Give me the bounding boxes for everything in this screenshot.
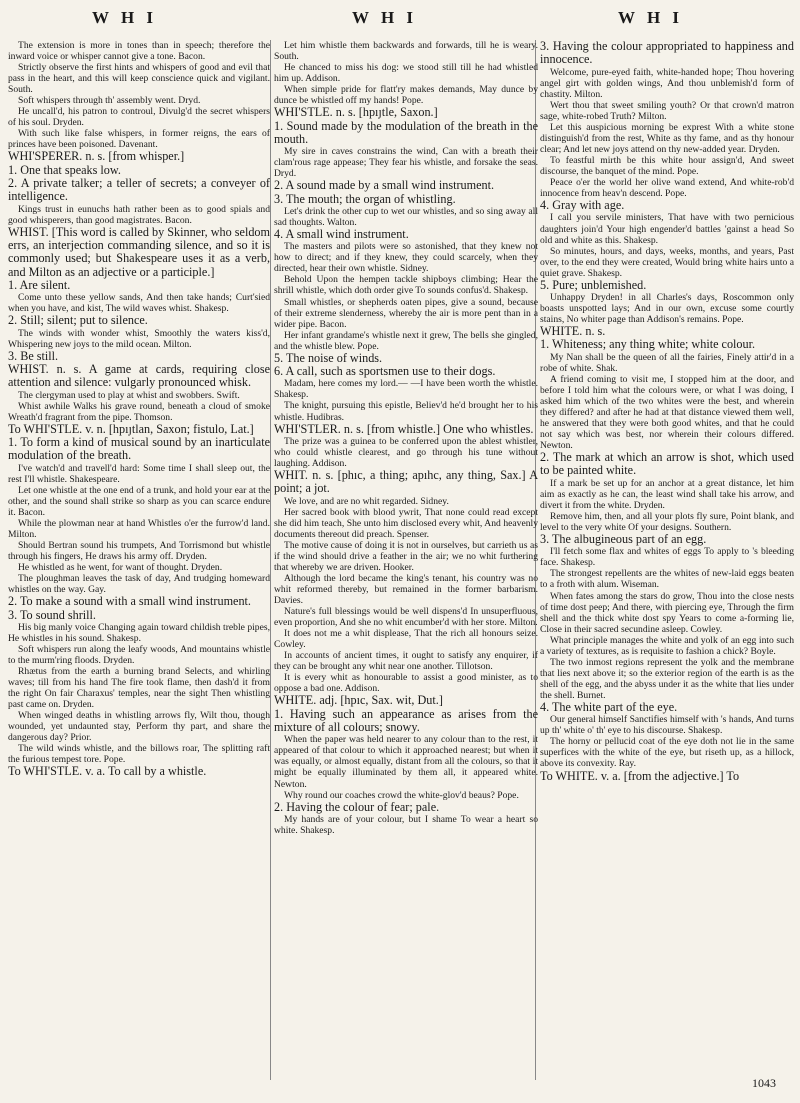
entry-text: My hands are of your colour, but I shame To wear a heart so white. Shakesp. [274, 813, 538, 836]
entry-heading: WHITE. adj. [hpıc, Sax. wit, Dut.] [274, 693, 443, 708]
entry-text: Why round our coaches crowd the white-glov'd beaus? Pope. [284, 789, 519, 801]
entry-text: If a mark be set up for an anchor at a great distance, let him aim as exactly as he can, the least wind shall take his arrow, and divert it from the white. Dryden. [540, 477, 794, 511]
entry-text: Small whistles, or shepherds oaten pipes, give a sound, because of their extreme slenderness, whereby the air is more pent than in a wider pipe. Bacon. [274, 296, 538, 330]
entry-text: I've watch'd and travell'd hard: Some time I shall sleep out, the rest I'll whistle. Shakespeare. [8, 462, 270, 485]
entry-text: The two inmost regions represent the yolk and the membrane that lies next above it; so the exterior region of the earth is as the shell of the egg, and the abyss under it as the white that lies under the shell. Burnet. [540, 656, 794, 701]
entry-heading: WHIT. n. s. [phıc, a thing; apıhc, any thing, Sax.] A point; a jot. [274, 467, 538, 496]
column-right [540, 40, 794, 1080]
entry-text: A friend coming to visit me, I stopped him at the door, and before I told him what the colours were, or what I was doing, I asked him which of the two whites were the best, and wherein they differed? and after he had at that distance viewed them well, he answered that they were both good whites, and that he could not say which was best, nor wherein their colours differed. Newton. [540, 373, 794, 452]
running-headers [0, 8, 800, 32]
entry-text: He whistled as he went, for want of thought. Dryden. [18, 562, 223, 574]
entry-heading: To WHI'STLE. v. a. To call by a whistle. [8, 764, 207, 779]
entry-text: I'll fetch some flax and whites of eggs To apply to 's bleeding face. Shakesp. [540, 546, 794, 569]
column-divider [270, 40, 271, 1080]
entry-heading: To WHITE. v. a. [from the adjective.] To [540, 768, 740, 783]
entry-text: Whist awhile Walks his grave round, beneath a cloud of smoke Wreath'd fragrant from the pipe. Thomson. [8, 400, 270, 423]
entry-text: We love, and are no whit regarded. Sidney. [284, 495, 449, 507]
entry-heading: WHI'STLE. n. s. [hpıȷtle, Saxon.] [274, 105, 438, 120]
entry-text: Come unto these yellow sands, And then take hands; Curt'sied when you have, and kist, The wild waves whist. Shakesp. [8, 292, 270, 315]
entry-heading: 2. To make a sound with a small wind instrument. [8, 594, 251, 609]
entry-heading: 1. Are silent. [8, 277, 71, 292]
entry-text: To feastful mirth be this white hour assign'd, And sweet discourse, the banquet of the mind. Pope. [540, 154, 794, 178]
entry-heading: 1. Having such an appearance as arises from the mixture of all colours; snowy. [274, 706, 538, 735]
entry-text: So minutes, hours, and days, weeks, months, and years, Past over, to the end they were created, Would bring white hairs unto a quiet grave. Shakesp. [540, 245, 794, 279]
entry-heading: WHIST. n. s. A game at cards, requiring close attention and silence: vulgarly pronounced whisk. [8, 362, 270, 390]
entry-text: The ploughman leaves the task of day, And trudging homeward whistles on the way. Gay. [8, 573, 270, 596]
entry-text: He chanced to miss his dog: we stood still till he had whistled him up. Addison. [274, 62, 538, 85]
entry-text: It does not me a whit displease, That the rich all honours seize. Cowley. [274, 628, 538, 651]
entry-text: Let this auspicious morning be exprest With a white stone distinguish'd from the rest, White as thy fame, and as thy honour clear; And let new joys attend on thy new-added year. Dryden. [540, 121, 794, 155]
entry-text: In accounts of ancient times, it ought to satisfy any enquirer, if they can be brought any whit near one another. Tillotson. [274, 650, 538, 673]
entry-text: He uncall'd, his patron to controul, Divulg'd the secret whispers of his soul. Dryden. [8, 106, 270, 129]
entry-heading: WHI'SPERER. n. s. [from whisper.] [8, 149, 185, 164]
entry-text: I call you servile ministers, That have with two pernicious daughters join'd Your high engender'd battles 'gainst a head So old and white as this. Shakesp. [540, 212, 794, 246]
entry-text: Behold Upon the hempen tackle shipboys climbing; Hear the shrill whistle, which doth order give To sounds confus'd. Shakesp. [274, 274, 538, 297]
entry-text: While the plowman near at hand Whistles o'er the furrow'd land. Milton. [8, 517, 270, 540]
entry-text: The wild winds whistle, and the billows roar, The splitting raft the furious tempest tore. Pope. [8, 743, 270, 766]
entry-text: Soft whispers through th' assembly went. Dryd. [18, 95, 201, 107]
entry-text: Our general himself Sanctifies himself with 's hands, And turns up th' white o' th' eye to his discourse. Shakesp. [540, 714, 794, 737]
entry-text: The prize was a guinea to be conferred upon the ablest whistler, who could whistle clearest, and go through his tune without laughing. Addison. [274, 435, 538, 469]
entry-heading: 5. Pure; unblemished. [540, 277, 647, 292]
entry-text: The clergyman used to play at whist and swobbers. Swift. [18, 389, 240, 401]
entry-heading: 2. Still; silent; put to silence. [8, 313, 148, 328]
entry-heading: 4. The white part of the eye. [540, 699, 678, 714]
entry-text: Madam, here comes my lord.— —I have been worth the whistle. Shakesp. [274, 378, 538, 401]
running-header-center: W H I [352, 8, 418, 27]
entry-heading: 1. Whiteness; any thing white; white colour. [540, 337, 756, 352]
entry-text: The winds with wonder whist, Smoothly the waters kiss'd, Whispering new joys to the mild ocean. Milton. [8, 327, 270, 350]
entry-text: Unhappy Dryden! in all Charles's days, Roscommon only boasts unspotted lays; And in our own, excuse some courtly stains, No whiter page than Addison's remains. Pope. [540, 292, 794, 326]
entry-text: It is every whit as honourable to assist a good minister, as to oppose a bad one. Addison. [274, 672, 538, 695]
entry-text: The extension is more in tones than in speech; therefore the inward voice or whisper cannot give a tone. Bacon. [8, 40, 270, 63]
entry-text: Soft whispers run along the leafy woods, And mountains whistle to the murm'ring floods. Dryden. [8, 643, 270, 666]
entry-heading: 4. Gray with age. [540, 198, 625, 213]
entry-text: The motive cause of doing it is not in ourselves, but carrieth us as if the wind should drive a feather in the air; we no whit furthering that whereby we are driven. Hooker. [274, 539, 538, 573]
running-header-left: W H I [92, 8, 158, 27]
entry-text: Peace o'er the world her olive wand extend, And white-rob'd innocence from heav'n descend. Pope. [540, 177, 794, 200]
entry-text: Strictly observe the first hints and whispers of good and evil that pass in the heart, and this will keep conscience quick and vigilant. South. [8, 62, 270, 96]
entry-text: Rhætus from the earth a burning brand Selects, and whirling waves; till from his hand The fire took flame, then dash'd it from the right On fair Charaxus' temples, near the sight Then whistling past came on. Dryden. [8, 665, 270, 711]
entry-heading: 4. A small wind instrument. [274, 227, 409, 241]
entry-heading: WHIST. [This word is called by Skinner, who seldom errs, an interjection commanding silence, and so it is commonly used; but Shakespeare uses it as a verb, and Milton as an adjective or a participle.] [8, 224, 270, 279]
page-number: 1043 [752, 1076, 776, 1090]
entry-text: Kings trust in eunuchs hath rather been as to good spials and good whisperers, than good magistrates. Bacon. [8, 203, 270, 226]
entry-heading: 2. A sound made by a small wind instrument. [274, 178, 495, 193]
entry-text: Should Bertran sound his trumpets, And Torrismond but whistle through his fingers, He draws his army off. Dryden. [8, 539, 270, 563]
entry-text: What principle manages the white and yolk of an egg into such a variety of textures, as is requisite to fashion a chick? Boyle. [540, 634, 794, 657]
entry-text: With such like false whispers, in former reigns, the ears of princes have been poisoned. Davenant. [8, 128, 270, 151]
entry-heading: WHI'STLER. n. s. [from whistle.] One who whistles. [274, 421, 534, 436]
column-left [8, 40, 270, 1080]
entry-text: The masters and pilots were so astonished, that they knew not how to direct; and if they knew, they could scarcely, when they directed, hear their own whistle. Sidney. [274, 241, 538, 275]
entry-heading: 3. To sound shrill. [8, 607, 96, 622]
entry-text: The knight, pursuing this epistle, Believ'd he'd brought her to his whistle. Hudibras. [274, 400, 538, 423]
entry-text: Her infant grandame's whistle next it grew, The bells she gingled, and the whistle blew. Pope. [274, 329, 538, 352]
entry-heading: 2. Having the colour of fear; pale. [274, 799, 440, 814]
entry-text: Let's drink the other cup to wet our whistles, and so sing away all sad thoughts. Walton. [274, 205, 538, 228]
entry-heading: 5. The noise of winds. [274, 350, 383, 365]
entry-text: When winged deaths in whistling arrows fly, Wilt thou, though wounded, yet undaunted stay, Perform thy part, and share the dangerous day? Prior. [8, 710, 270, 744]
entry-text: Let one whistle at the one end of a trunk, and hold your ear at the other, and the sound shall strike so sharp as you can scarce endure it. Bacon. [8, 484, 270, 518]
entry-text: When the paper was held nearer to any colour than to the rest, it appeared of that colour to which it approached nearest; but when it was equally, or almost equally, distant from all the colours, so that it might be equally illuminated by them all, it appeared white. Newton. [274, 734, 538, 790]
entry-text: Remove him, then, and all your plots fly sure, Point blank, and level to the very white Of your designs. Southern. [540, 510, 794, 533]
entry-heading: 3. Be still. [8, 348, 59, 363]
entry-text: Let him whistle them backwards and forwards, till he is weary. South. [274, 40, 538, 63]
entry-heading: 1. One that speaks low. [8, 162, 121, 177]
entry-text: My sire in caves constrains the wind, Can with a breath their clam'rous rage appease; They fear his whistle, and forsake the seas. Dryd. [274, 146, 538, 180]
entry-text: The strongest repellents are the whites of new-laid eggs beaten to a froth with alum. Wiseman. [540, 568, 794, 591]
entry-text: Although the lord became the king's tenant, his country was no whit reformed thereby, but remained in the former barbarism. Davies. [274, 572, 538, 606]
entry-text: Her sacred book with blood ywrit, That none could read except she did him teach, She unto him disclosed every whit, And heavenly documents thereout did preach. Spenser. [274, 506, 538, 540]
entry-text: My Nan shall be the queen of all the fairies, Finely attir'd in a robe of white. Shak. [540, 351, 794, 374]
running-header-right: W H I [618, 8, 684, 27]
entry-text: Wert thou that sweet smiling youth? Or that crown'd matron sage, white-robed Truth? Milton. [540, 99, 794, 122]
entry-text: The horny or pellucid coat of the eye doth not lie in the same superfices with the white of the eye, but riseth up, as a hillock, above its convexity. Ray. [540, 736, 794, 770]
entry-heading: 2. A private talker; a teller of secrets; a conveyer of intelligence. [8, 176, 270, 204]
entry-heading: 2. The mark at which an arrow is shot, which used to be painted white. [540, 450, 794, 478]
entry-heading: 3. The albugineous part of an egg. [540, 532, 707, 547]
entry-heading: 3. The mouth; the organ of whistling. [274, 191, 456, 206]
entry-heading: WHITE. n. s. [540, 324, 606, 339]
entry-text: When fates among the stars do grow, Thou into the close nests of time dost peep; And there, with piercing eye, Through the firm shell and the thick white dost spy Years to come a-forming lie, Close in their sacred secundine asleep. Cowley. [540, 590, 794, 635]
entry-text: His big manly voice Changing again toward childish treble pipes, He whistles in his sound. Shakesp. [8, 621, 270, 644]
entry-heading: To WHI'STLE. v. n. [hpıȷtlan, Saxon; fistulo, Lat.] [8, 421, 254, 436]
entry-heading: 1. To form a kind of musical sound by an inarticulate modulation of the breath. [8, 435, 270, 463]
entry-text: Welcome, pure-eyed faith, white-handed hope; Thou hovering angel girt with golden wings, And thou unblemish'd form of chastity. Milton. [540, 66, 794, 100]
entry-heading: 1. Sound made by the modulation of the breath in the mouth. [274, 118, 538, 146]
entry-text: Nature's full blessings would be well dispens'd In unsuperfluous, even proportion, And she no whit encumber'd with her store. Milton. [274, 606, 538, 629]
entry-text: When simple pride for flatt'ry makes demands, May dunce by dunce be whistled off my hands! Pope. [274, 84, 538, 107]
entry-heading: 6. A call, such as sportsmen use to their dogs. [274, 364, 496, 379]
entry-heading: 3. Having the colour appropriated to happiness and innocence. [540, 40, 794, 67]
column-middle [274, 40, 538, 1080]
